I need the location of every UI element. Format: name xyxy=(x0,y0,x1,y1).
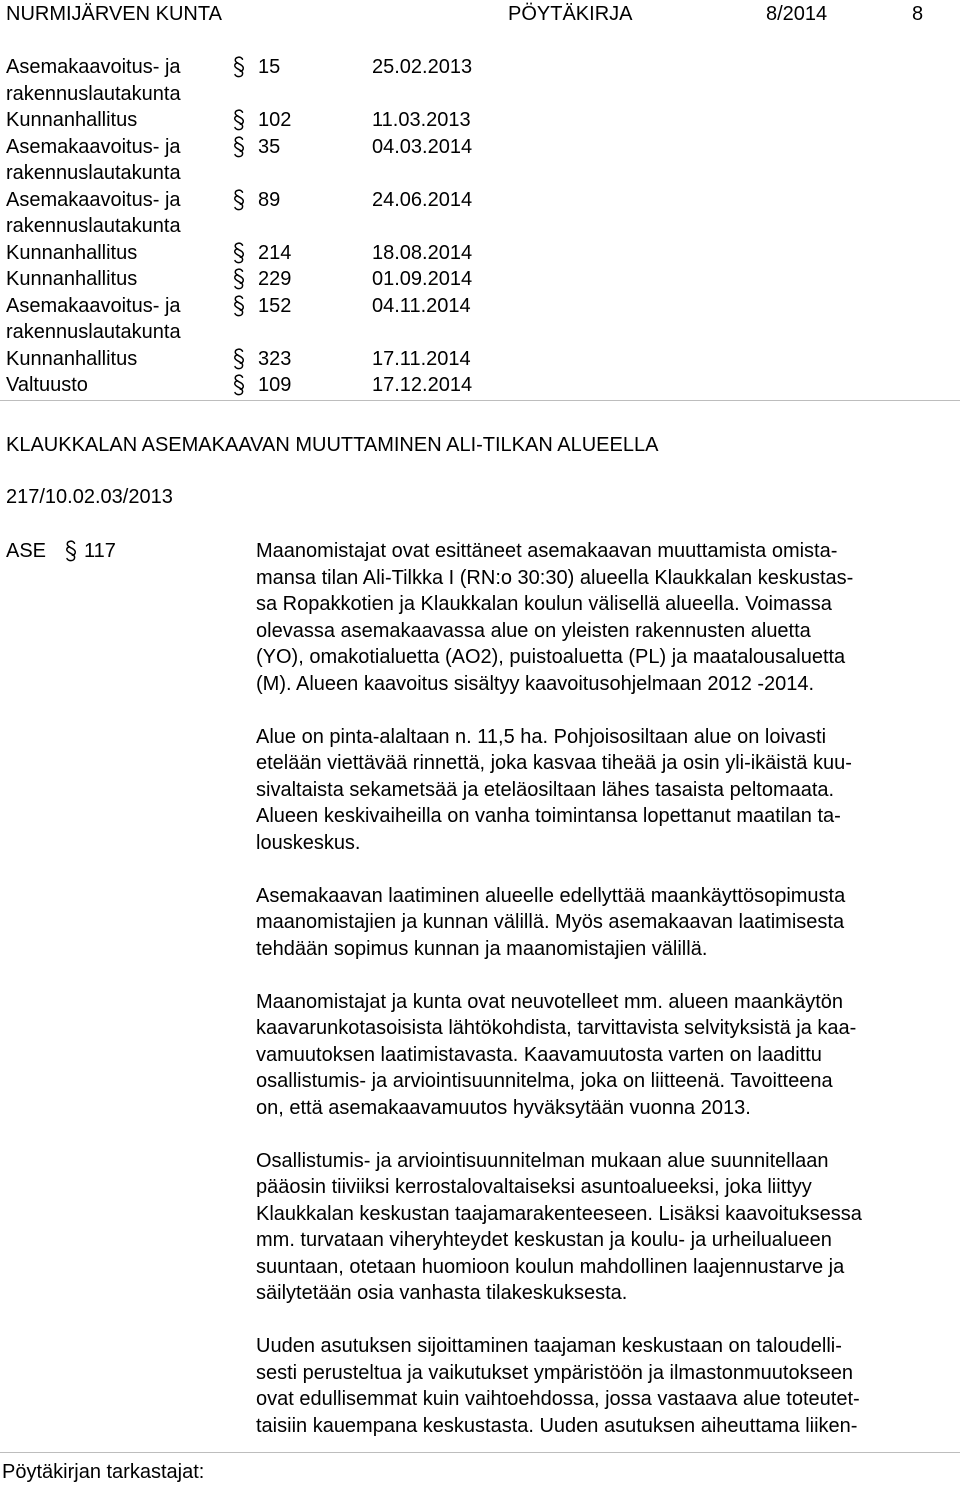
body-text xyxy=(256,538,958,1466)
item-number: 117 xyxy=(84,540,116,562)
body-paragraph: Maanomistajat ja kunta ovat neuvotelleet mm. alueen maankäytön kaavarunkotasoisista lähtökohdista, tarvittavista selvityksistä ja kaa- vamuutoksen laatimistavasta. Kaavamuutosta varten on laadittu osallistumis- ja arviointisuunnitelma, joka on liitteenä. Tavoitteena on, että asemakaavamuutos hyväksytään vuonna 2013. xyxy=(256,990,857,1119)
history-row xyxy=(6,266,946,293)
history-organ: Asemakaavoitus- ja rakennuslautakunta xyxy=(6,56,181,105)
history-section-number: 89 xyxy=(258,188,281,211)
divider-top xyxy=(0,400,960,401)
history-organ: Kunnanhallitus xyxy=(6,109,138,131)
history-organ: Kunnanhallitus xyxy=(6,268,138,290)
history-date: 24.06.2014 xyxy=(372,188,473,211)
history-date: 11.03.2013 xyxy=(372,109,471,131)
history-date: 04.03.2014 xyxy=(372,135,473,158)
history-organ: Asemakaavoitus- ja rakennuslautakunta xyxy=(6,294,181,343)
history-row xyxy=(6,372,946,399)
section-sign-icon xyxy=(232,293,252,320)
history-date: 17.12.2014 xyxy=(372,374,473,396)
section-title: KLAUKKALAN ASEMAKAAVAN MUUTTAMINEN ALI-TILKAN ALUEELLA xyxy=(6,434,659,456)
section-sign-icon xyxy=(232,240,252,267)
section-sign-icon xyxy=(232,187,252,214)
history-organ: Valtuusto xyxy=(6,374,88,396)
history-section-number: 35 xyxy=(258,135,281,158)
section-sign-icon xyxy=(232,372,252,399)
item-organ: ASE xyxy=(6,540,47,562)
history-row xyxy=(6,240,946,267)
divider-bottom xyxy=(0,1452,960,1453)
body-paragraph: Osallistumis- ja arviointisuunnitelman mukaan alue suunnitellaan pääosin tiiviiksi kerrostalovaltaiseksi asuntoalueeksi, joka liittyy Klaukkalan keskustan taajamarakenteeseen. Lisäksi kaavoituksessa mm. turvataan viheryhteydet keskustan ja koulu- ja urheilualueen suuntaan, otetaan huomioon koulun mahdollinen laajennustarve ja säilytetään osia vanhasta tilakeskuksesta. xyxy=(256,1149,862,1304)
section-sign-icon xyxy=(232,134,252,161)
processing-history xyxy=(6,54,946,399)
page-number: 8 xyxy=(912,3,924,25)
history-row xyxy=(6,293,946,346)
section-sign-icon xyxy=(64,538,84,565)
history-organ: Kunnanhallitus xyxy=(6,241,138,264)
reviewers-label: Pöytäkirjan tarkastajat: xyxy=(2,1461,205,1483)
section-sign-icon xyxy=(232,266,252,293)
history-date: 04.11.2014 xyxy=(372,294,471,317)
body-paragraph: Asemakaavan laatiminen alueelle edellyttää maankäyttösopimusta maanomistajien ja kunnan välillä. Myös asemakaavan laatimisesta tehdään sopimus kunnan ja maanomistajien välillä. xyxy=(256,884,846,960)
history-section-number: 323 xyxy=(258,347,292,370)
history-date: 25.02.2013 xyxy=(372,56,473,78)
history-section-number: 229 xyxy=(258,268,292,290)
history-section-number: 102 xyxy=(258,109,292,131)
body-paragraph: Alue on pinta-alaltaan n. 11,5 ha. Pohjoisosiltaan alue on loivasti etelään viettävää rinnettä, joka kasvaa tiheää ja osin yli-ikäistä kuu- sivaltaista sekametsää ja eteläosiltaan lähes tasaista peltomaata. Alueen keskivaiheilla on vanha toimintansa lopettanut maatilan ta- louskeskus. xyxy=(256,725,852,854)
reference-number: 217/10.02.03/2013 xyxy=(6,486,173,508)
history-organ: Asemakaavoitus- ja rakennuslautakunta xyxy=(6,188,181,237)
section-sign-icon xyxy=(232,54,252,81)
history-row xyxy=(6,134,946,187)
history-row xyxy=(6,107,946,134)
body-paragraph: Uuden asutuksen sijoittaminen taajaman keskustaan on taloudelli- sesti perusteltua ja vaikutukset ympäristöön ja ilmastonmuutokseen ovat edullisemmat kuin vaihtoehdossa, jossa vastaava alue toteutet- taisiin kauempana keskustasta. Uuden asutuksen aiheuttama liiken- xyxy=(256,1335,860,1437)
page-header xyxy=(0,0,960,30)
history-row xyxy=(6,346,946,373)
history-section-number: 152 xyxy=(258,294,292,317)
document-type: PÖYTÄKIRJA xyxy=(508,3,633,25)
body-paragraph: Maanomistajat ovat esittäneet asemakaavan muuttamista omista- mansa tilan Ali-Tilkka I (RN:o 30:30) alueella Klaukkalan keskustas- sa Ropakkotien ja Klaukkalan koulun välisellä alueella. Voimassa olevassa asemakaavassa alue on yleisten rakennusten aluetta (YO), omakotialuetta (AO2), puistoaluetta (PL) ja maatalousaluetta (M). Alueen kaavoitus sisältyy kaavoitusohjelmaan 2012 -2014. xyxy=(256,540,854,695)
history-organ: Asemakaavoitus- ja rakennuslautakunta xyxy=(6,135,181,184)
municipality-name: NURMIJÄRVEN KUNTA xyxy=(6,3,222,25)
meeting-number: 8/2014 xyxy=(766,3,828,25)
history-section-number: 109 xyxy=(258,374,292,396)
item-label xyxy=(6,538,116,565)
history-row xyxy=(6,54,946,107)
history-section-number: 15 xyxy=(258,56,281,78)
history-date: 01.09.2014 xyxy=(372,268,473,290)
history-organ: Kunnanhallitus xyxy=(6,347,138,370)
history-row xyxy=(6,187,946,240)
section-sign-icon xyxy=(232,346,252,373)
history-date: 17.11.2014 xyxy=(372,347,471,370)
history-date: 18.08.2014 xyxy=(372,241,473,264)
history-section-number: 214 xyxy=(258,241,292,264)
section-sign-icon xyxy=(232,107,252,134)
